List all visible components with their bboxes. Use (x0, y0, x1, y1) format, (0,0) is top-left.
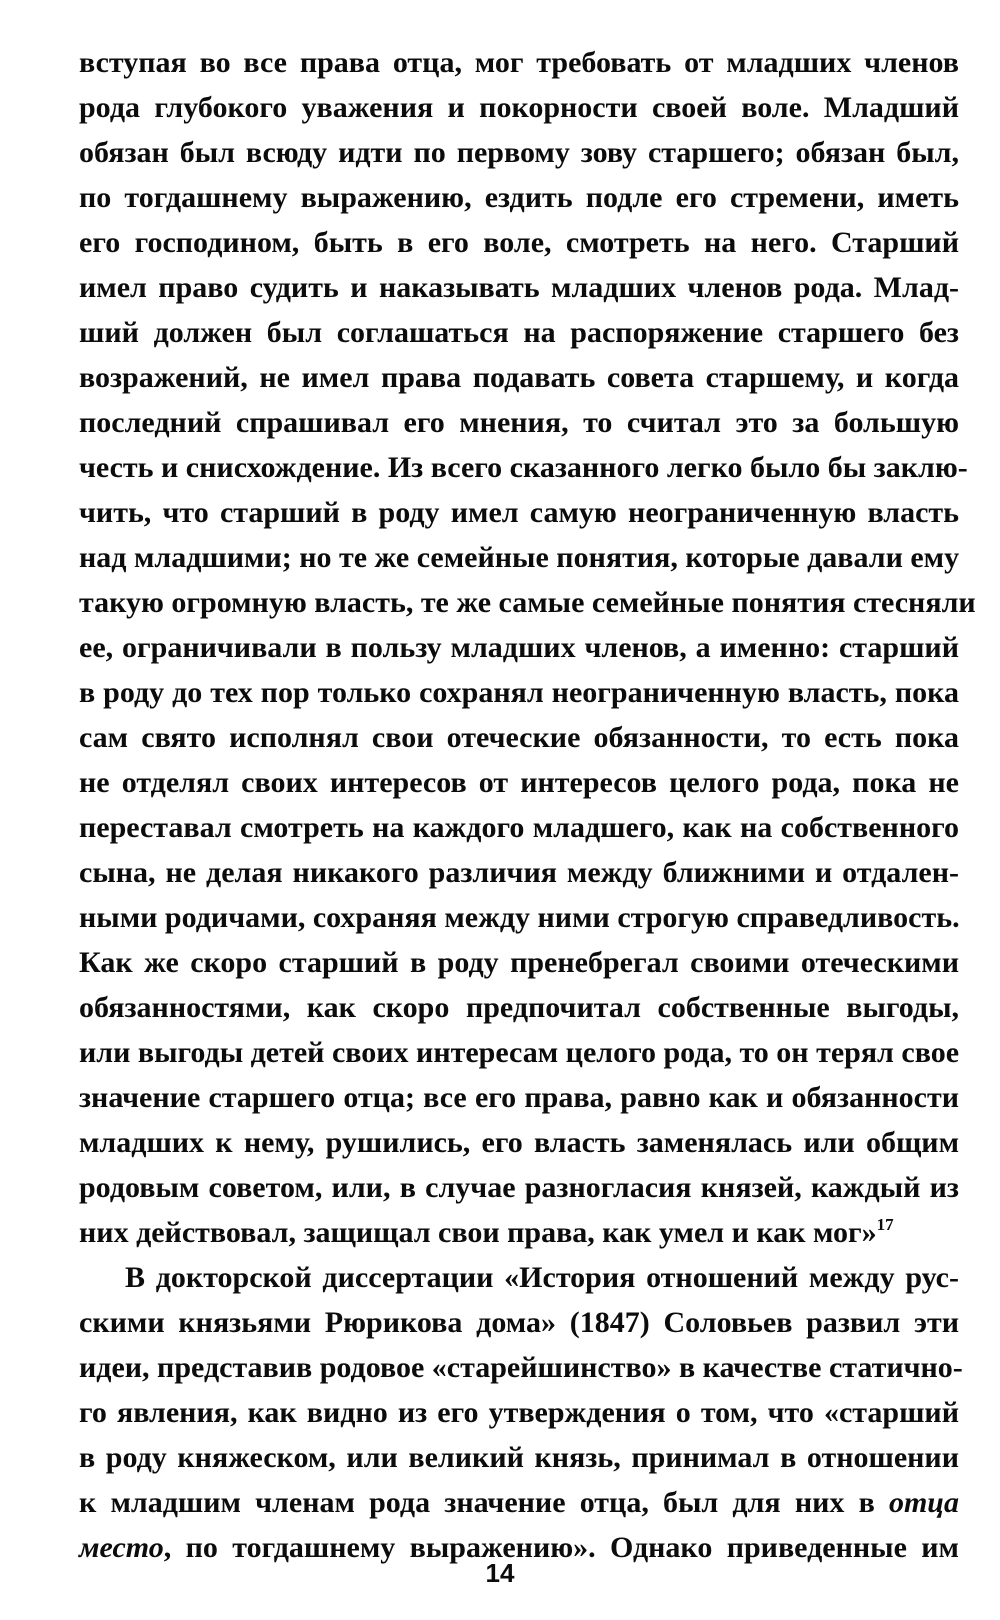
footnote-reference: 17 (876, 1215, 894, 1234)
text-line: чить, что старший в роду имел самую неограниченную власть (79, 496, 959, 529)
italic-text: место (79, 1531, 164, 1564)
text-line: такую огромную власть, те же самые семейные понятия стесняли (79, 586, 976, 619)
text-line: или выгоды детей своих интересам целого рода, то он терял свое (79, 1036, 960, 1069)
text-line: ными родичами, сохраняя между ними строгую справедливость. (79, 901, 960, 934)
text-line: по тогдашнему выражению, ездить подле его стремени, иметь (79, 181, 959, 214)
text-segment: , по тогдашнему выражению». Однако приведенные им (163, 1531, 959, 1564)
body-text (79, 40, 976, 1570)
text-line: сына, не делая никакого различия между ближними и отдален- (79, 856, 959, 889)
text-line: честь и снисхождение. Из всего сказанного легко было бы заклю- (79, 451, 968, 484)
text-segment: них действовал, защищал свои права, как умел и как мог» (79, 1216, 877, 1249)
text-line: значение старшего отца; все его права, равно как и обязанности (79, 1081, 959, 1114)
text-line: его господином, быть в его воле, смотреть на него. Старший (79, 226, 959, 259)
text-line: вступая во все права отца, мог требовать от младших членов (79, 46, 959, 79)
text-line: младших к нему, рушились, его власть заменялась или общим (79, 1126, 959, 1159)
text-line (79, 1210, 959, 1255)
paragraph (79, 40, 976, 1255)
text-line: го явления, как видно из его утверждения о том, что «старший (79, 1396, 959, 1429)
text-segment: к младшим членам рода значение отца, был для них в (79, 1486, 889, 1519)
text-line (79, 1480, 959, 1525)
text-line: переставал смотреть на каждого младшего, как на собственного (79, 811, 959, 844)
text-line: родовым советом, или, в случае разногласия князей, каждый из (79, 1171, 959, 1204)
text-line: рода глубокого уважения и покорности своей воле. Младший (79, 91, 959, 124)
paragraph (79, 1255, 963, 1570)
text-line: Как же скоро старший в роду пренебрегал своими отеческими (79, 946, 959, 979)
text-line: идеи, представив родовое «старейшинство» в качестве статично- (79, 1351, 963, 1384)
text-line: ший должен был соглашаться на распоряжение старшего без (79, 316, 959, 349)
text-line: в роду до тех пор только сохранял неограниченную власть, пока (79, 676, 959, 709)
text-line: имел право судить и наказывать младших членов рода. Млад- (79, 271, 959, 304)
text-line: В докторской диссертации «История отношений между рус- (125, 1261, 959, 1294)
text-line: обязанностями, как скоро предпочитал собственные выгоды, (79, 991, 959, 1024)
italic-text: отца (888, 1486, 959, 1519)
text-line: обязан был всюду идти по первому зову старшего; обязан был, (79, 136, 959, 169)
page-number: 14 (485, 1558, 515, 1588)
text-line: сам свято исполнял свои отеческие обязанности, то есть пока (79, 721, 959, 754)
text-line: над младшими; но те же семейные понятия, которые давали ему (79, 541, 960, 574)
text-line: последний спрашивал его мнения, то считал это за большую (79, 406, 959, 439)
text-line: в роду княжеском, или великий князь, принимал в отношении (79, 1441, 959, 1474)
text-line: возражений, не имел права подавать совета старшему, и когда (79, 361, 959, 394)
text-line: скими князьями Рюрикова дома» (1847) Соловьев развил эти (79, 1306, 959, 1339)
text-line: не отделял своих интересов от интересов целого рода, пока не (79, 766, 959, 799)
text-line: ее, ограничивали в пользу младших членов, а именно: старший (79, 631, 959, 664)
